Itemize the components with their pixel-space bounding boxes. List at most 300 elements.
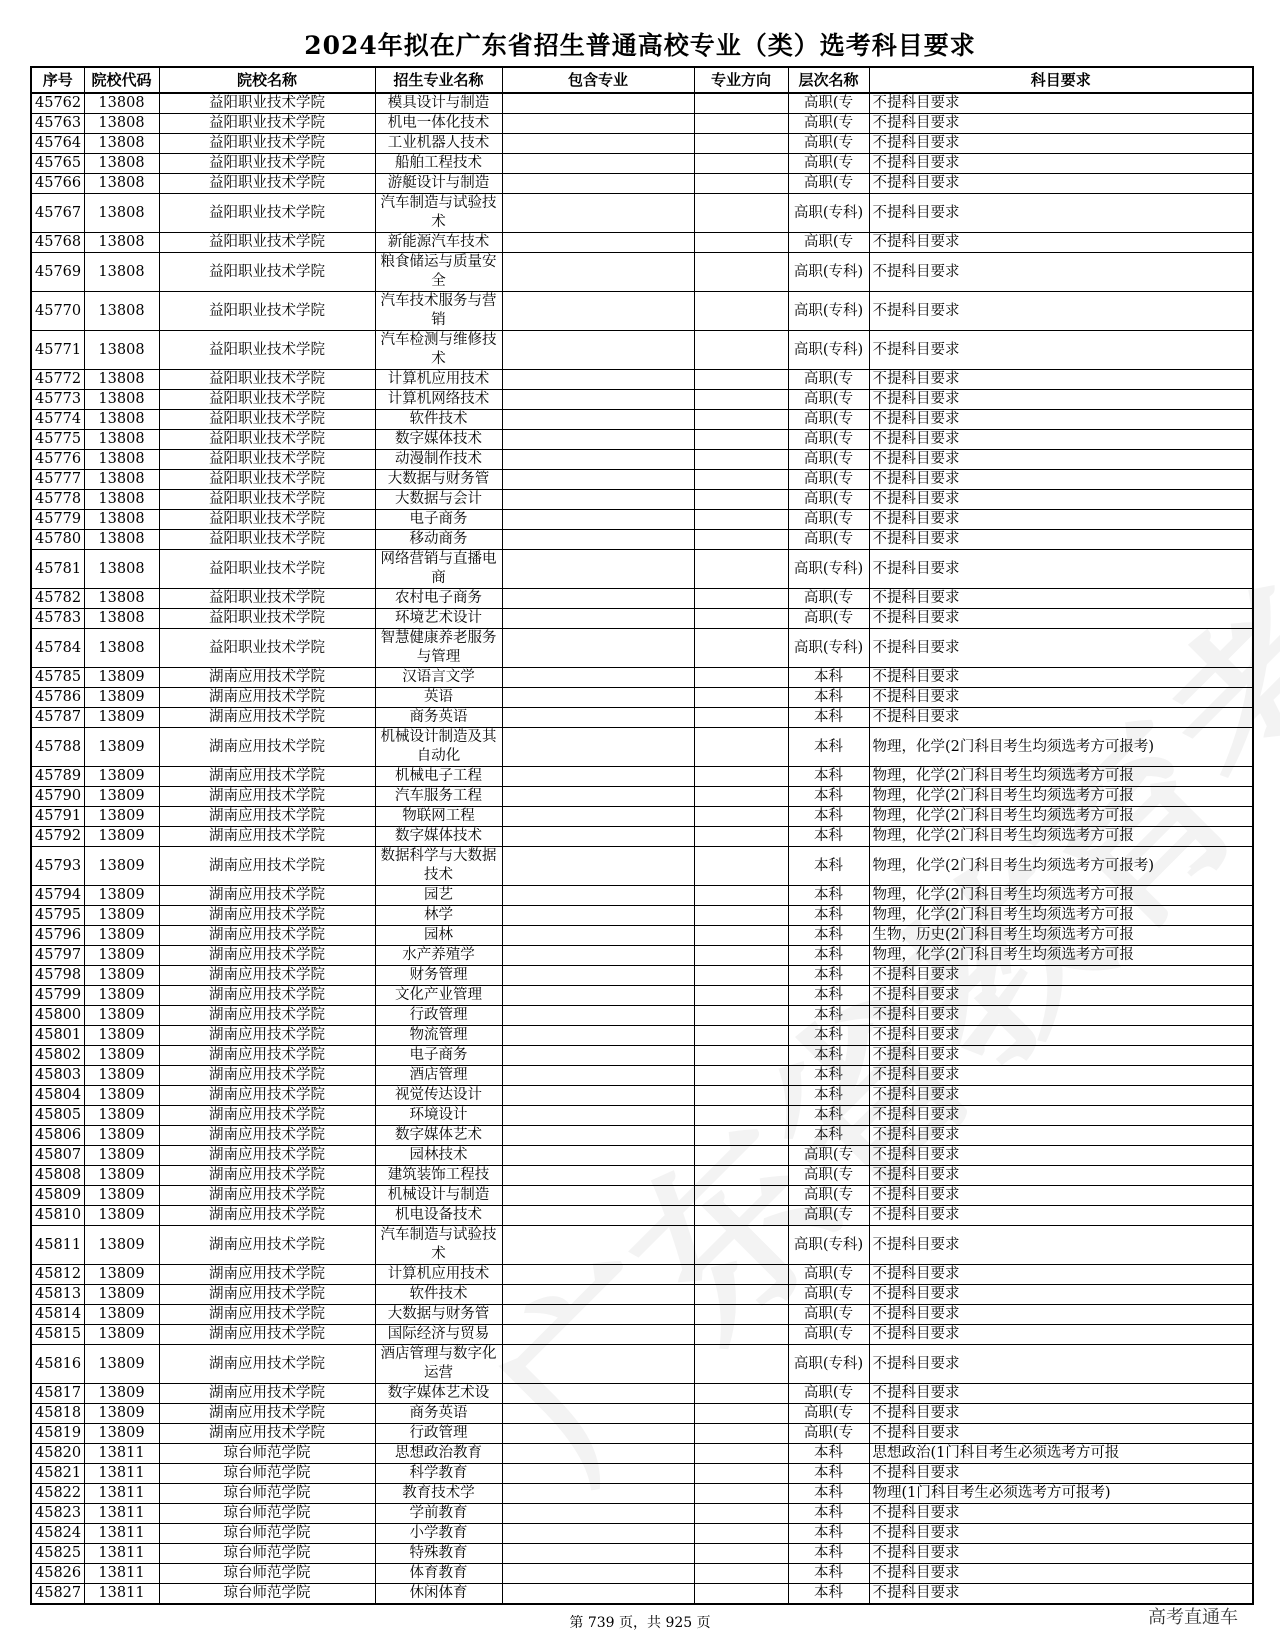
header-cell: 招生专业名称	[375, 67, 502, 93]
school-name-cell: 湖南应用技术学院	[159, 1265, 375, 1285]
level-cell: 本科	[788, 728, 869, 767]
major-name-cell: 特殊教育	[375, 1544, 502, 1564]
table-row	[31, 1524, 1253, 1544]
major-direction-cell	[694, 490, 788, 510]
included-majors-cell	[502, 728, 694, 767]
level-cell: 本科	[788, 668, 869, 688]
included-majors-cell	[502, 1265, 694, 1285]
level-cell: 高职(专	[788, 1146, 869, 1166]
included-majors-cell	[502, 390, 694, 410]
school-code-cell: 13811	[84, 1524, 159, 1544]
header-cell: 序号	[31, 67, 84, 93]
school-code-cell: 13809	[84, 1186, 159, 1206]
major-name-cell: 商务英语	[375, 708, 502, 728]
included-majors-cell	[502, 1524, 694, 1544]
table-row	[31, 114, 1253, 134]
level-cell: 本科	[788, 688, 869, 708]
seq-cell: 45777	[31, 470, 84, 490]
seq-cell: 45787	[31, 708, 84, 728]
major-direction-cell	[694, 134, 788, 154]
subject-requirement-cell: 不提科目要求	[869, 1285, 1253, 1305]
seq-cell: 45827	[31, 1584, 84, 1605]
school-name-cell: 琼台师范学院	[159, 1524, 375, 1544]
school-name-cell: 益阳职业技术学院	[159, 430, 375, 450]
level-cell: 高职(专科)	[788, 331, 869, 370]
header-cell: 院校名称	[159, 67, 375, 93]
table-row	[31, 708, 1253, 728]
school-name-cell: 湖南应用技术学院	[159, 1404, 375, 1424]
level-cell: 高职(专	[788, 1325, 869, 1345]
subject-requirement-cell: 不提科目要求	[869, 233, 1253, 253]
seq-cell: 45784	[31, 629, 84, 668]
table-row	[31, 1265, 1253, 1285]
included-majors-cell	[502, 292, 694, 331]
school-code-cell: 13811	[84, 1484, 159, 1504]
seq-cell: 45806	[31, 1126, 84, 1146]
subject-requirement-cell: 不提科目要求	[869, 174, 1253, 194]
table-row	[31, 233, 1253, 253]
subject-requirement-cell: 生物，历史(2门科目考生均须选考方可报	[869, 926, 1253, 946]
major-name-cell: 科学教育	[375, 1464, 502, 1484]
seq-cell: 45792	[31, 827, 84, 847]
included-majors-cell	[502, 530, 694, 550]
school-name-cell: 湖南应用技术学院	[159, 1146, 375, 1166]
level-cell: 本科	[788, 807, 869, 827]
school-name-cell: 益阳职业技术学院	[159, 510, 375, 530]
table-row	[31, 370, 1253, 390]
school-code-cell: 13811	[84, 1584, 159, 1605]
seq-cell: 45778	[31, 490, 84, 510]
included-majors-cell	[502, 114, 694, 134]
included-majors-cell	[502, 331, 694, 370]
major-direction-cell	[694, 1006, 788, 1026]
table-row	[31, 1126, 1253, 1146]
major-name-cell: 机械设计制造及其自动化	[375, 728, 502, 767]
seq-cell: 45817	[31, 1384, 84, 1404]
school-name-cell: 湖南应用技术学院	[159, 966, 375, 986]
included-majors-cell	[502, 1424, 694, 1444]
school-name-cell: 琼台师范学院	[159, 1544, 375, 1564]
major-name-cell: 动漫制作技术	[375, 450, 502, 470]
included-majors-cell	[502, 926, 694, 946]
major-name-cell: 英语	[375, 688, 502, 708]
seq-cell: 45822	[31, 1484, 84, 1504]
level-cell: 高职(专	[788, 1404, 869, 1424]
school-code-cell: 13809	[84, 1166, 159, 1186]
major-direction-cell	[694, 510, 788, 530]
table-row	[31, 194, 1253, 233]
major-direction-cell	[694, 1305, 788, 1325]
major-direction-cell	[694, 966, 788, 986]
level-cell: 高职(专	[788, 1384, 869, 1404]
table-row	[31, 688, 1253, 708]
school-name-cell: 益阳职业技术学院	[159, 233, 375, 253]
included-majors-cell	[502, 550, 694, 589]
included-majors-cell	[502, 470, 694, 490]
major-name-cell: 机电一体化技术	[375, 114, 502, 134]
table-row	[31, 410, 1253, 430]
major-direction-cell	[694, 1106, 788, 1126]
included-majors-cell	[502, 1166, 694, 1186]
seq-cell: 45797	[31, 946, 84, 966]
seq-cell: 45793	[31, 847, 84, 886]
major-name-cell: 水产养殖学	[375, 946, 502, 966]
major-name-cell: 思想政治教育	[375, 1444, 502, 1464]
school-code-cell: 13811	[84, 1444, 159, 1464]
level-cell: 本科	[788, 1006, 869, 1026]
level-cell: 本科	[788, 966, 869, 986]
included-majors-cell	[502, 886, 694, 906]
subject-requirement-cell: 不提科目要求	[869, 1384, 1253, 1404]
included-majors-cell	[502, 609, 694, 629]
included-majors-cell	[502, 589, 694, 609]
major-name-cell: 数字媒体技术	[375, 430, 502, 450]
level-cell: 高职(专科)	[788, 629, 869, 668]
school-name-cell: 琼台师范学院	[159, 1444, 375, 1464]
seq-cell: 45809	[31, 1186, 84, 1206]
included-majors-cell	[502, 807, 694, 827]
table-row	[31, 1106, 1253, 1126]
school-name-cell: 湖南应用技术学院	[159, 827, 375, 847]
table-row	[31, 629, 1253, 668]
school-name-cell: 琼台师范学院	[159, 1464, 375, 1484]
table-row	[31, 1564, 1253, 1584]
included-majors-cell	[502, 966, 694, 986]
seq-cell: 45802	[31, 1046, 84, 1066]
major-direction-cell	[694, 1206, 788, 1226]
school-code-cell: 13809	[84, 1384, 159, 1404]
seq-cell: 45763	[31, 114, 84, 134]
table-row	[31, 1584, 1253, 1605]
included-majors-cell	[502, 1066, 694, 1086]
major-direction-cell	[694, 986, 788, 1006]
seq-cell: 45810	[31, 1206, 84, 1226]
major-direction-cell	[694, 767, 788, 787]
included-majors-cell	[502, 1444, 694, 1464]
seq-cell: 45821	[31, 1464, 84, 1484]
table-row	[31, 1444, 1253, 1464]
table-row	[31, 807, 1253, 827]
school-code-cell: 13809	[84, 1146, 159, 1166]
major-direction-cell	[694, 629, 788, 668]
included-majors-cell	[502, 1226, 694, 1265]
major-name-cell: 教育技术学	[375, 1484, 502, 1504]
major-direction-cell	[694, 1265, 788, 1285]
subject-requirement-cell: 不提科目要求	[869, 1404, 1253, 1424]
table-body	[31, 93, 1253, 1604]
major-name-cell: 数据科学与大数据技术	[375, 847, 502, 886]
subject-requirement-cell: 物理，化学(2门科目考生均须选考方可报	[869, 807, 1253, 827]
subject-requirement-cell: 不提科目要求	[869, 966, 1253, 986]
school-name-cell: 湖南应用技术学院	[159, 1026, 375, 1046]
school-code-cell: 13809	[84, 1106, 159, 1126]
seq-cell: 45820	[31, 1444, 84, 1464]
major-name-cell: 数字媒体艺术设	[375, 1384, 502, 1404]
level-cell: 本科	[788, 886, 869, 906]
table-row	[31, 1464, 1253, 1484]
school-code-cell: 13809	[84, 1424, 159, 1444]
major-direction-cell	[694, 1046, 788, 1066]
school-name-cell: 湖南应用技术学院	[159, 807, 375, 827]
school-name-cell: 琼台师范学院	[159, 1504, 375, 1524]
school-code-cell: 13809	[84, 1206, 159, 1226]
school-name-cell: 湖南应用技术学院	[159, 787, 375, 807]
school-code-cell: 13809	[84, 1046, 159, 1066]
major-name-cell: 酒店管理	[375, 1066, 502, 1086]
school-name-cell: 益阳职业技术学院	[159, 331, 375, 370]
major-direction-cell	[694, 93, 788, 114]
school-code-cell: 13808	[84, 550, 159, 589]
major-direction-cell	[694, 292, 788, 331]
header-cell: 专业方向	[694, 67, 788, 93]
level-cell: 高职(专	[788, 530, 869, 550]
school-name-cell: 益阳职业技术学院	[159, 93, 375, 114]
table-row	[31, 609, 1253, 629]
level-cell: 本科	[788, 708, 869, 728]
level-cell: 本科	[788, 1484, 869, 1504]
table-row	[31, 490, 1253, 510]
table-row	[31, 886, 1253, 906]
table-row	[31, 986, 1253, 1006]
table-row	[31, 1544, 1253, 1564]
table-row	[31, 174, 1253, 194]
level-cell: 高职(专科)	[788, 253, 869, 292]
table-row	[31, 668, 1253, 688]
school-code-cell: 13808	[84, 134, 159, 154]
subject-requirement-cell: 不提科目要求	[869, 1325, 1253, 1345]
seq-cell: 45811	[31, 1226, 84, 1265]
level-cell: 高职(专	[788, 114, 869, 134]
seq-cell: 45762	[31, 93, 84, 114]
included-majors-cell	[502, 510, 694, 530]
major-direction-cell	[694, 194, 788, 233]
level-cell: 本科	[788, 1026, 869, 1046]
table-row	[31, 1404, 1253, 1424]
level-cell: 本科	[788, 1086, 869, 1106]
major-direction-cell	[694, 728, 788, 767]
table-row	[31, 390, 1253, 410]
seq-cell: 45805	[31, 1106, 84, 1126]
seq-cell: 45801	[31, 1026, 84, 1046]
school-code-cell: 13808	[84, 93, 159, 114]
level-cell: 本科	[788, 827, 869, 847]
included-majors-cell	[502, 134, 694, 154]
table-row	[31, 1206, 1253, 1226]
included-majors-cell	[502, 154, 694, 174]
subject-requirement-cell: 不提科目要求	[869, 154, 1253, 174]
page-number: 第 739 页，共 925 页	[569, 1615, 711, 1631]
school-name-cell: 湖南应用技术学院	[159, 668, 375, 688]
subject-requirement-cell: 物理，化学(2门科目考生均须选考方可报	[869, 767, 1253, 787]
major-name-cell: 环境艺术设计	[375, 609, 502, 629]
school-code-cell: 13809	[84, 1345, 159, 1384]
major-name-cell: 汽车技术服务与营销	[375, 292, 502, 331]
requirements-table	[30, 66, 1254, 1605]
school-code-cell: 13809	[84, 1226, 159, 1265]
school-name-cell: 湖南应用技术学院	[159, 926, 375, 946]
major-direction-cell	[694, 370, 788, 390]
subject-requirement-cell: 不提科目要求	[869, 390, 1253, 410]
subject-requirement-cell: 物理，化学(2门科目考生均须选考方可报	[869, 787, 1253, 807]
school-name-cell: 湖南应用技术学院	[159, 1126, 375, 1146]
school-code-cell: 13809	[84, 728, 159, 767]
subject-requirement-cell: 不提科目要求	[869, 410, 1253, 430]
seq-cell: 45799	[31, 986, 84, 1006]
seq-cell: 45794	[31, 886, 84, 906]
school-code-cell: 13808	[84, 510, 159, 530]
table-row	[31, 787, 1253, 807]
included-majors-cell	[502, 668, 694, 688]
school-name-cell: 湖南应用技术学院	[159, 1046, 375, 1066]
table-row	[31, 510, 1253, 530]
school-name-cell: 益阳职业技术学院	[159, 154, 375, 174]
level-cell: 高职(专	[788, 589, 869, 609]
subject-requirement-cell: 不提科目要求	[869, 450, 1253, 470]
major-name-cell: 行政管理	[375, 1006, 502, 1026]
seq-cell: 45785	[31, 668, 84, 688]
included-majors-cell	[502, 787, 694, 807]
school-code-cell: 13808	[84, 629, 159, 668]
school-code-cell: 13808	[84, 331, 159, 370]
major-direction-cell	[694, 1285, 788, 1305]
major-direction-cell	[694, 1325, 788, 1345]
school-code-cell: 13809	[84, 807, 159, 827]
seq-cell: 45765	[31, 154, 84, 174]
major-name-cell: 粮食储运与质量安全	[375, 253, 502, 292]
school-name-cell: 益阳职业技术学院	[159, 609, 375, 629]
subject-requirement-cell: 物理，化学(2门科目考生均须选考方可报	[869, 906, 1253, 926]
table-row	[31, 1226, 1253, 1265]
subject-requirement-cell: 不提科目要求	[869, 1106, 1253, 1126]
school-name-cell: 益阳职业技术学院	[159, 114, 375, 134]
school-code-cell: 13811	[84, 1564, 159, 1584]
table-row	[31, 1186, 1253, 1206]
school-code-cell: 13808	[84, 490, 159, 510]
school-name-cell: 湖南应用技术学院	[159, 1006, 375, 1026]
level-cell: 高职(专	[788, 410, 869, 430]
subject-requirement-cell: 不提科目要求	[869, 1006, 1253, 1026]
brand-watermark: 高考直通车	[1148, 1607, 1238, 1628]
major-name-cell: 商务英语	[375, 1404, 502, 1424]
seq-cell: 45790	[31, 787, 84, 807]
major-direction-cell	[694, 1504, 788, 1524]
included-majors-cell	[502, 1464, 694, 1484]
seq-cell: 45768	[31, 233, 84, 253]
level-cell: 本科	[788, 767, 869, 787]
school-name-cell: 湖南应用技术学院	[159, 1086, 375, 1106]
subject-requirement-cell: 不提科目要求	[869, 1524, 1253, 1544]
major-direction-cell	[694, 688, 788, 708]
school-name-cell: 湖南应用技术学院	[159, 708, 375, 728]
level-cell: 本科	[788, 1106, 869, 1126]
school-name-cell: 益阳职业技术学院	[159, 292, 375, 331]
school-code-cell: 13811	[84, 1464, 159, 1484]
level-cell: 高职(专科)	[788, 292, 869, 331]
school-name-cell: 湖南应用技术学院	[159, 728, 375, 767]
major-name-cell: 大数据与会计	[375, 490, 502, 510]
level-cell: 本科	[788, 1544, 869, 1564]
major-direction-cell	[694, 410, 788, 430]
major-direction-cell	[694, 331, 788, 370]
major-name-cell: 软件技术	[375, 410, 502, 430]
included-majors-cell	[502, 490, 694, 510]
level-cell: 高职(专	[788, 174, 869, 194]
subject-requirement-cell: 物理，化学(2门科目考生均须选考方可报	[869, 827, 1253, 847]
included-majors-cell	[502, 233, 694, 253]
major-direction-cell	[694, 1444, 788, 1464]
major-direction-cell	[694, 174, 788, 194]
level-cell: 本科	[788, 847, 869, 886]
school-name-cell: 益阳职业技术学院	[159, 410, 375, 430]
major-name-cell: 环境设计	[375, 1106, 502, 1126]
level-cell: 高职(专	[788, 450, 869, 470]
subject-requirement-cell: 不提科目要求	[869, 1206, 1253, 1226]
school-code-cell: 13808	[84, 154, 159, 174]
seq-cell: 45798	[31, 966, 84, 986]
subject-requirement-cell: 不提科目要求	[869, 470, 1253, 490]
seq-cell: 45823	[31, 1504, 84, 1524]
subject-requirement-cell: 不提科目要求	[869, 1265, 1253, 1285]
level-cell: 本科	[788, 1444, 869, 1464]
major-direction-cell	[694, 1584, 788, 1605]
included-majors-cell	[502, 1584, 694, 1605]
major-direction-cell	[694, 1086, 788, 1106]
seq-cell: 45791	[31, 807, 84, 827]
seq-cell: 45808	[31, 1166, 84, 1186]
seq-cell: 45769	[31, 253, 84, 292]
school-code-cell: 13808	[84, 114, 159, 134]
seq-cell: 45775	[31, 430, 84, 450]
major-name-cell: 软件技术	[375, 1285, 502, 1305]
major-direction-cell	[694, 1026, 788, 1046]
subject-requirement-cell: 物理，化学(2门科目考生均须选考方可报	[869, 946, 1253, 966]
school-code-cell: 13808	[84, 609, 159, 629]
school-name-cell: 湖南应用技术学院	[159, 1186, 375, 1206]
subject-requirement-cell: 不提科目要求	[869, 253, 1253, 292]
major-name-cell: 园林技术	[375, 1146, 502, 1166]
subject-requirement-cell: 不提科目要求	[869, 1564, 1253, 1584]
table-row	[31, 1006, 1253, 1026]
table-row	[31, 1484, 1253, 1504]
school-code-cell: 13809	[84, 1305, 159, 1325]
school-code-cell: 13808	[84, 194, 159, 233]
major-direction-cell	[694, 450, 788, 470]
level-cell: 本科	[788, 1584, 869, 1605]
subject-requirement-cell: 不提科目要求	[869, 609, 1253, 629]
seq-cell: 45771	[31, 331, 84, 370]
school-code-cell: 13809	[84, 847, 159, 886]
subject-requirement-cell: 不提科目要求	[869, 668, 1253, 688]
included-majors-cell	[502, 1564, 694, 1584]
table-row	[31, 1066, 1253, 1086]
school-code-cell: 13809	[84, 986, 159, 1006]
header-cell: 层次名称	[788, 67, 869, 93]
included-majors-cell	[502, 1126, 694, 1146]
school-code-cell: 13809	[84, 966, 159, 986]
level-cell: 高职(专科)	[788, 550, 869, 589]
included-majors-cell	[502, 194, 694, 233]
major-name-cell: 财务管理	[375, 966, 502, 986]
major-name-cell: 汽车制造与试验技术	[375, 1226, 502, 1265]
seq-cell: 45766	[31, 174, 84, 194]
level-cell: 高职(专	[788, 1285, 869, 1305]
level-cell: 高职(专	[788, 470, 869, 490]
school-name-cell: 益阳职业技术学院	[159, 450, 375, 470]
major-name-cell: 电子商务	[375, 510, 502, 530]
table-row	[31, 1146, 1253, 1166]
school-code-cell: 13809	[84, 1265, 159, 1285]
school-code-cell: 13809	[84, 827, 159, 847]
